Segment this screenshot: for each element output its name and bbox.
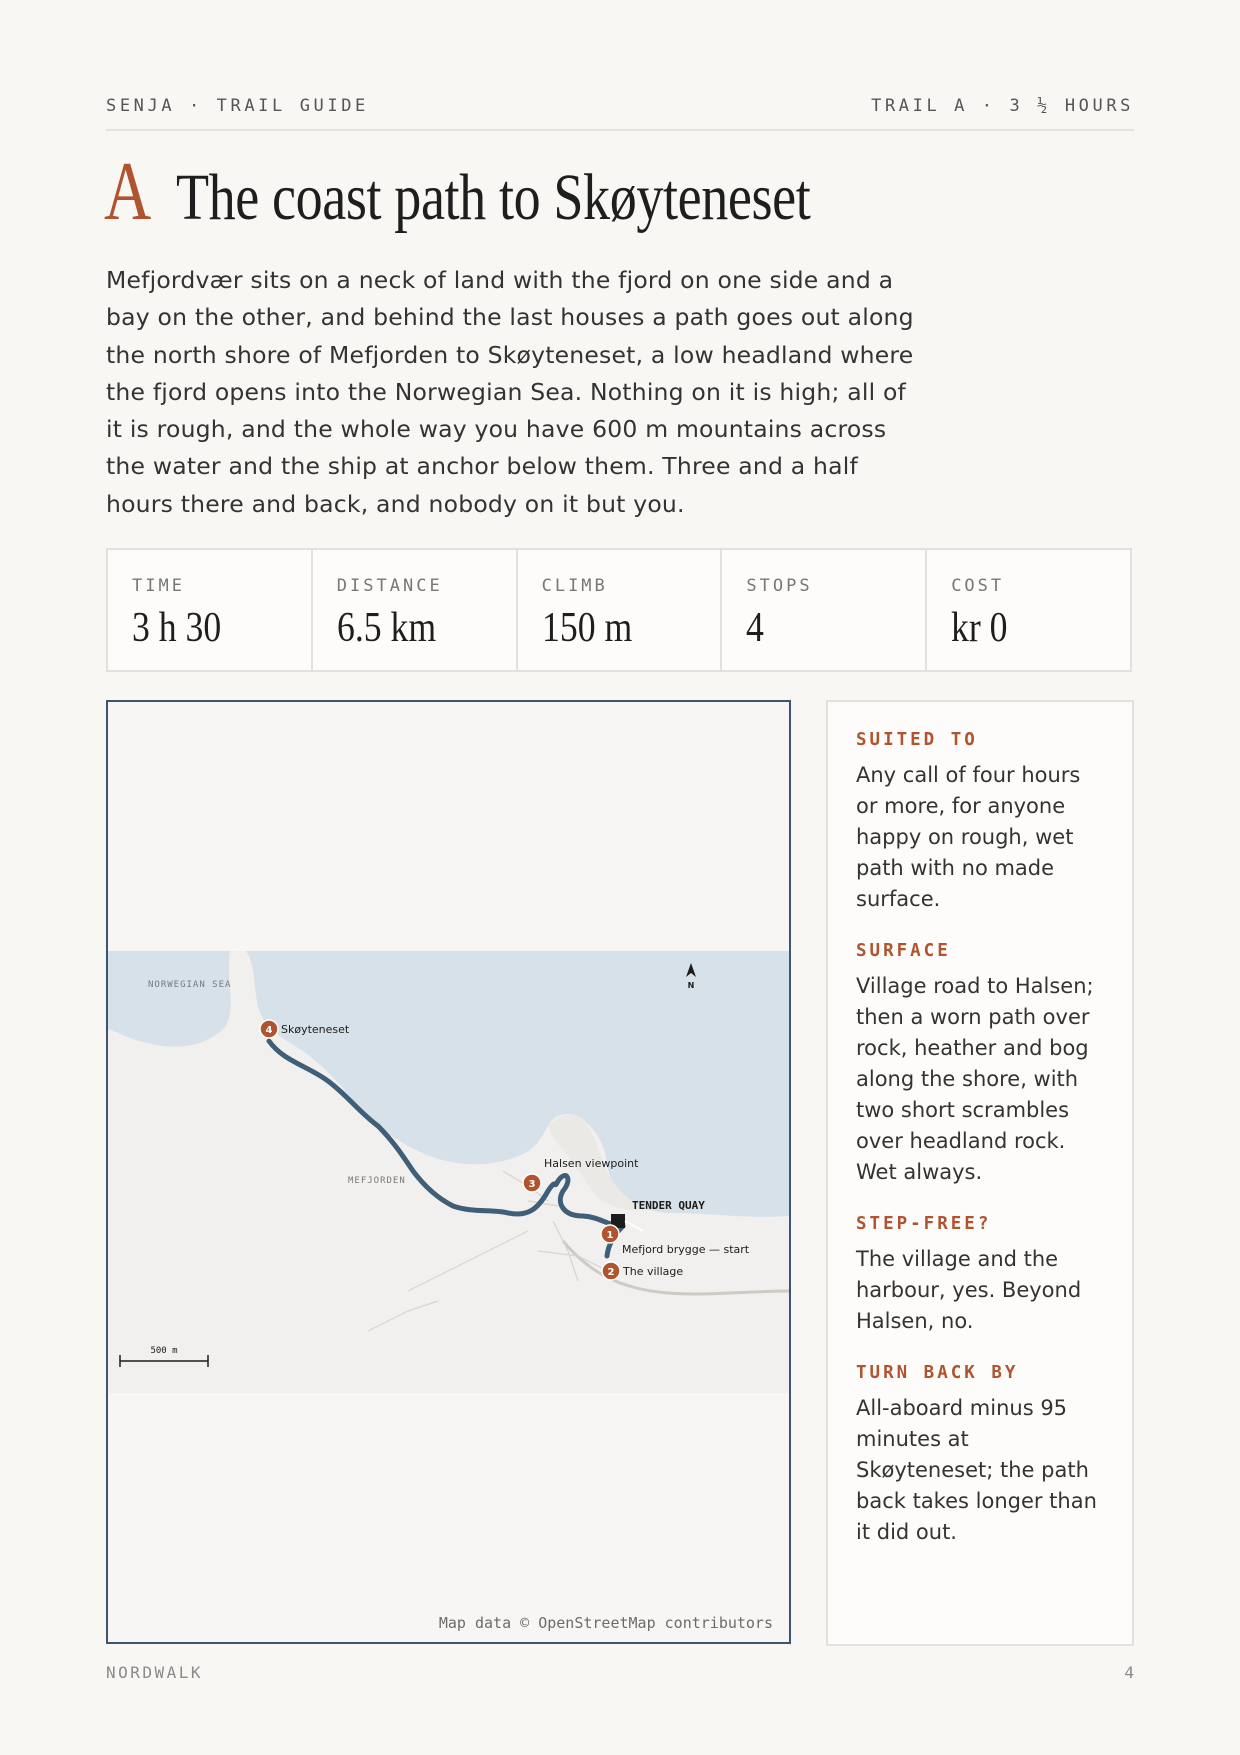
surface-text: Village road to Halsen; then a worn path over rock, heather and bog along the shore, with two short scrambles over headland rock. Wet always. xyxy=(856,974,1094,1184)
stop-number: 1 xyxy=(606,1230,614,1241)
stat-label: TIME xyxy=(132,576,185,596)
stat-label: DISTANCE xyxy=(336,576,443,596)
suited-to-heading: SUITED TO xyxy=(856,730,978,750)
stat-climb xyxy=(518,550,723,670)
surface-heading: SURFACE xyxy=(856,941,951,961)
stop-label: The village xyxy=(623,1265,684,1278)
sea-label: NORWEGIAN SEA xyxy=(148,980,232,990)
scale-label: 500 m xyxy=(150,1346,178,1356)
stats-bar xyxy=(106,548,1132,672)
stop-number: 2 xyxy=(607,1267,615,1278)
stop-marker-2[interactable] xyxy=(602,1262,683,1280)
running-head xyxy=(106,96,1134,116)
sea-west xyxy=(108,951,231,1047)
stat-stops xyxy=(722,550,927,670)
title-text: The coast path to Skøyteneset xyxy=(176,161,811,234)
suited-to-text: Any call of four hours or more, for anyone happy on rough, wet path with no made surface. xyxy=(856,763,1081,911)
stat-label: COST xyxy=(951,576,1005,596)
map-attribution[interactable]: Map data © OpenStreetMap contributors xyxy=(438,1614,773,1632)
map-graphic xyxy=(108,951,789,1393)
stat-value: kr 0 xyxy=(951,605,1008,651)
fjord-label: MEFJORDEN xyxy=(348,1176,406,1186)
turn-back-heading: TURN BACK BY xyxy=(856,1363,1019,1383)
running-head-left: SENJA · TRAIL GUIDE xyxy=(106,96,369,116)
stat-label: STOPS xyxy=(746,576,813,596)
stat-distance xyxy=(313,550,518,670)
trail-letter: A xyxy=(104,145,152,238)
running-head-right: TRAIL A · 3 ½ HOURS xyxy=(871,96,1134,116)
stat-time xyxy=(108,550,313,670)
north-label: N xyxy=(687,981,695,990)
footer-brand: NORDWALK xyxy=(106,1663,204,1682)
stop-label: Skøyteneset xyxy=(281,1023,350,1036)
step-free-heading: STEP-FREE? xyxy=(856,1214,992,1234)
stop-number: 3 xyxy=(528,1179,536,1190)
stat-value: 4 xyxy=(746,605,765,651)
trail-map[interactable] xyxy=(106,700,791,1644)
stat-value: 150 m xyxy=(541,605,632,651)
stop-marker-4[interactable] xyxy=(260,1020,350,1038)
info-sidebar xyxy=(826,700,1134,1646)
stat-value: 3 h 30 xyxy=(132,605,222,651)
header-divider xyxy=(106,129,1134,131)
stat-cost xyxy=(927,550,1130,670)
tender-quay-label: TENDER QUAY xyxy=(632,1199,705,1212)
intro-paragraph: Mefjordvær sits on a neck of land with the fjord on one side and a bay on the other, and behind the last houses a path goes out along the north shore of Mefjorden to Skøyteneset, a low headland where the fjord opens into the Norwegian Sea. Nothing on it is high; all of it is rough, and the whole way you have 600 m mountains across the water and the ship at anchor below them. Three and a half hours there and back, and nobody on it but you. xyxy=(106,266,914,518)
stop-number: 4 xyxy=(265,1025,273,1036)
stop-label: Halsen viewpoint xyxy=(544,1157,639,1170)
stop-label: Mefjord brygge — start xyxy=(622,1243,750,1256)
page-title xyxy=(104,145,950,238)
step-free-text: The village and the harbour, yes. Beyond Halsen, no. xyxy=(856,1247,1082,1333)
stat-label: CLIMB xyxy=(541,576,608,596)
turn-back-text: All-aboard minus 95 minutes at Skøyteneset; the path back takes longer than it did out. xyxy=(856,1396,1097,1544)
stat-value: 6.5 km xyxy=(336,605,436,651)
page-number: 4 xyxy=(1124,1663,1134,1682)
